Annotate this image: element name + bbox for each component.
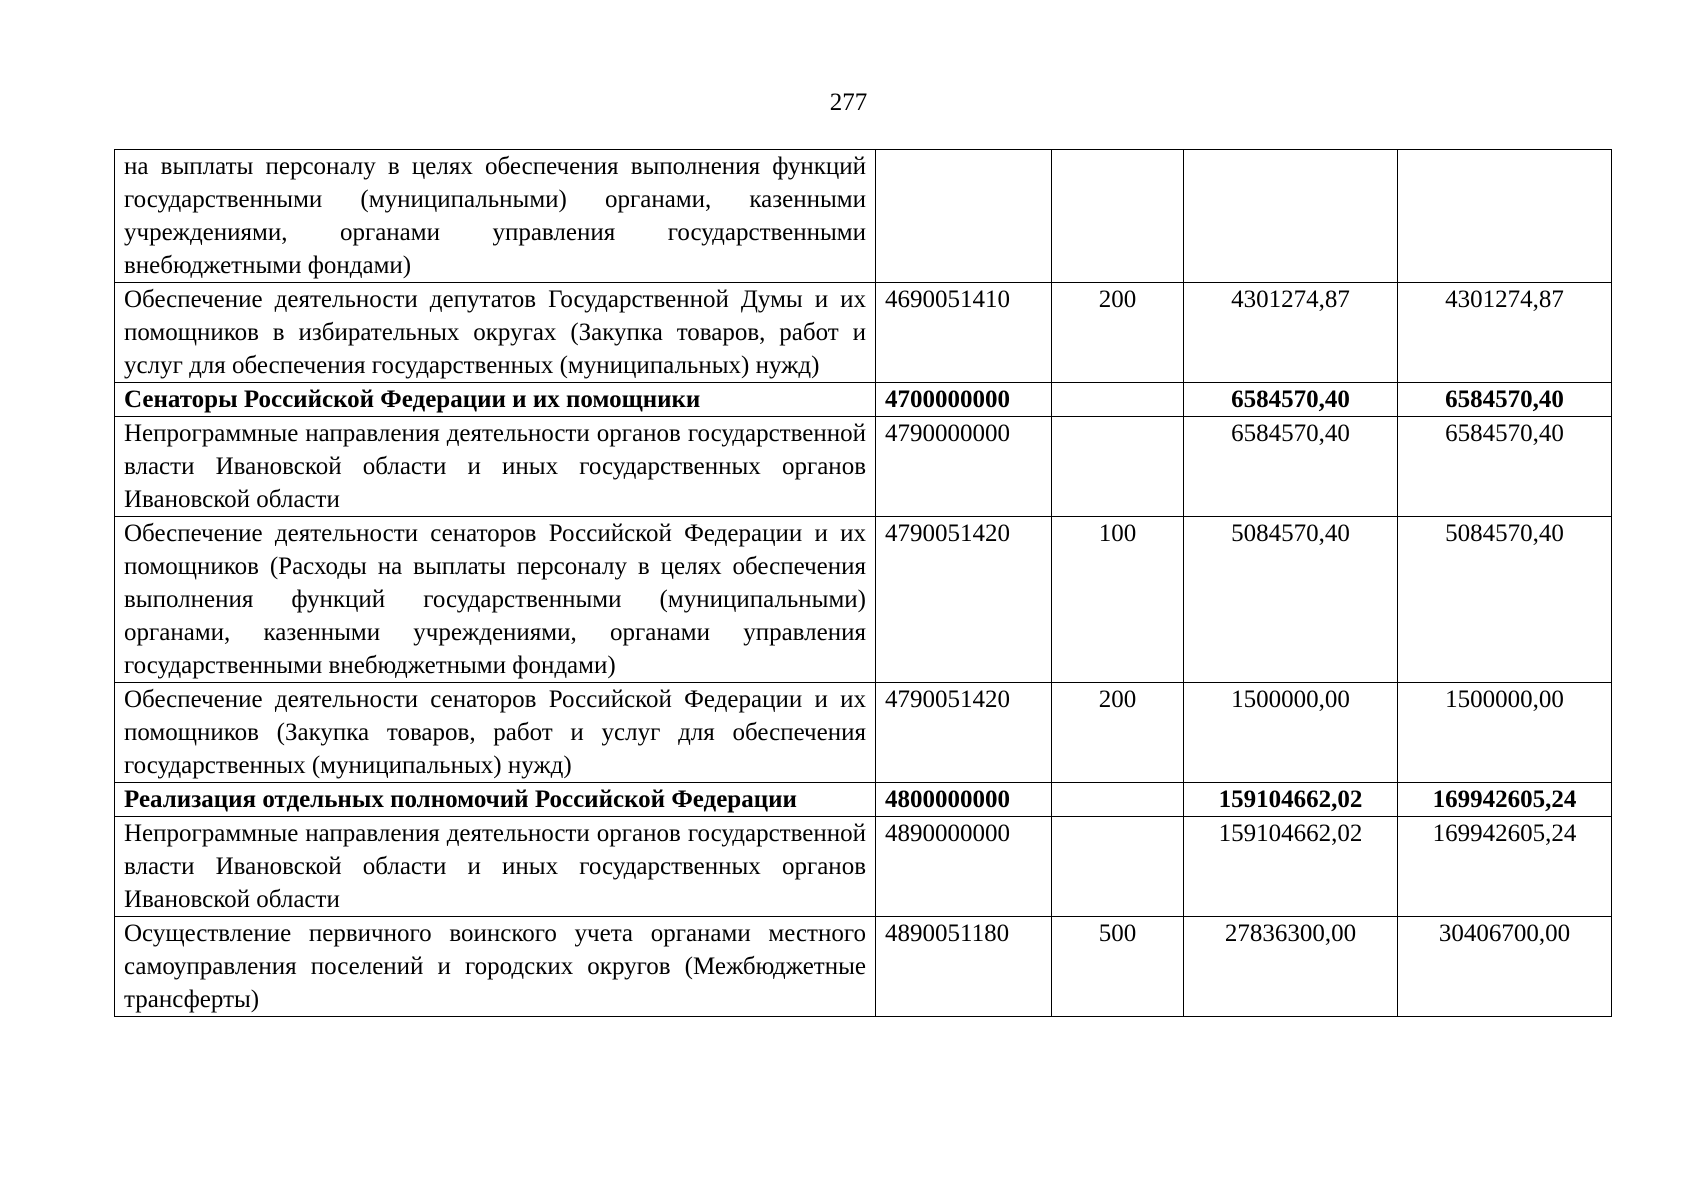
row-expense-type <box>1052 817 1184 917</box>
row-code: 4890051180 <box>876 917 1052 1017</box>
row-amount-year2: 6584570,40 <box>1398 383 1612 417</box>
row-code: 4790051420 <box>876 683 1052 783</box>
page-number: 277 <box>829 89 868 116</box>
row-expense-type <box>1052 383 1184 417</box>
row-name: Непрограммные направления деятельности органов государственной власти Ивановской области и иных государственных органов Ивановской области <box>115 417 876 517</box>
table-row <box>115 150 1612 283</box>
row-name: Непрограммные направления деятельности органов государственной власти Ивановской области и иных государственных органов Ивановской области <box>115 817 876 917</box>
table-row-section <box>115 783 1612 817</box>
table-row <box>115 517 1612 683</box>
row-amount-year2: 5084570,40 <box>1398 517 1612 683</box>
row-name: Осуществление первичного воинского учета органами местного самоуправления поселений и городских округов (Межбюджетные трансферты) <box>115 917 876 1017</box>
row-amount-year1: 5084570,40 <box>1184 517 1398 683</box>
row-amount-year2: 169942605,24 <box>1398 783 1612 817</box>
row-expense-type <box>1052 417 1184 517</box>
row-amount-year2: 169942605,24 <box>1398 817 1612 917</box>
table-row <box>115 683 1612 783</box>
row-amount-year1: 159104662,02 <box>1184 783 1398 817</box>
row-amount-year2: 4301274,87 <box>1398 283 1612 383</box>
row-code: 4700000000 <box>876 383 1052 417</box>
row-expense-type: 500 <box>1052 917 1184 1017</box>
row-amount-year1: 6584570,40 <box>1184 417 1398 517</box>
table-row-section <box>115 383 1612 417</box>
row-expense-type: 200 <box>1052 683 1184 783</box>
row-name: Сенаторы Российской Федерации и их помощники <box>115 383 876 417</box>
row-code: 4790051420 <box>876 517 1052 683</box>
row-expense-type <box>1052 150 1184 283</box>
row-amount-year2: 1500000,00 <box>1398 683 1612 783</box>
row-amount-year1 <box>1184 150 1398 283</box>
row-name: Реализация отдельных полномочий Российской Федерации <box>115 783 876 817</box>
table-row <box>115 817 1612 917</box>
row-code: 4790000000 <box>876 417 1052 517</box>
table-row <box>115 417 1612 517</box>
row-name: Обеспечение деятельности сенаторов Российской Федерации и их помощников (Закупка товаров, работ и услуг для обеспечения государственных (муниципальных) нужд) <box>115 683 876 783</box>
row-amount-year1: 6584570,40 <box>1184 383 1398 417</box>
row-amount-year1: 1500000,00 <box>1184 683 1398 783</box>
table-row <box>115 917 1612 1017</box>
row-expense-type: 100 <box>1052 517 1184 683</box>
row-code: 4800000000 <box>876 783 1052 817</box>
budget-table <box>114 149 1612 1017</box>
row-amount-year2 <box>1398 150 1612 283</box>
row-code: 4890000000 <box>876 817 1052 917</box>
row-code: 4690051410 <box>876 283 1052 383</box>
row-expense-type: 200 <box>1052 283 1184 383</box>
row-amount-year1: 159104662,02 <box>1184 817 1398 917</box>
row-amount-year1: 4301274,87 <box>1184 283 1398 383</box>
row-expense-type <box>1052 783 1184 817</box>
row-amount-year2: 6584570,40 <box>1398 417 1612 517</box>
row-code <box>876 150 1052 283</box>
row-name: Обеспечение деятельности сенаторов Российской Федерации и их помощников (Расходы на выплаты персоналу в целях обеспечения выполнения функций государственными (муниципальными) органами, казенными учреждениями, органами управления государственными внебюджетными фондами) <box>115 517 876 683</box>
row-name: на выплаты персоналу в целях обеспечения выполнения функций государственными (муниципальными) органами, казенными учреждениями, органами управления государственными внебюджетными фондами) <box>115 150 876 283</box>
table-row <box>115 283 1612 383</box>
row-amount-year1: 27836300,00 <box>1184 917 1398 1017</box>
row-name: Обеспечение деятельности депутатов Государственной Думы и их помощников в избирательных округах (Закупка товаров, работ и услуг для обеспечения государственных (муниципальных) нужд) <box>115 283 876 383</box>
row-amount-year2: 30406700,00 <box>1398 917 1612 1017</box>
